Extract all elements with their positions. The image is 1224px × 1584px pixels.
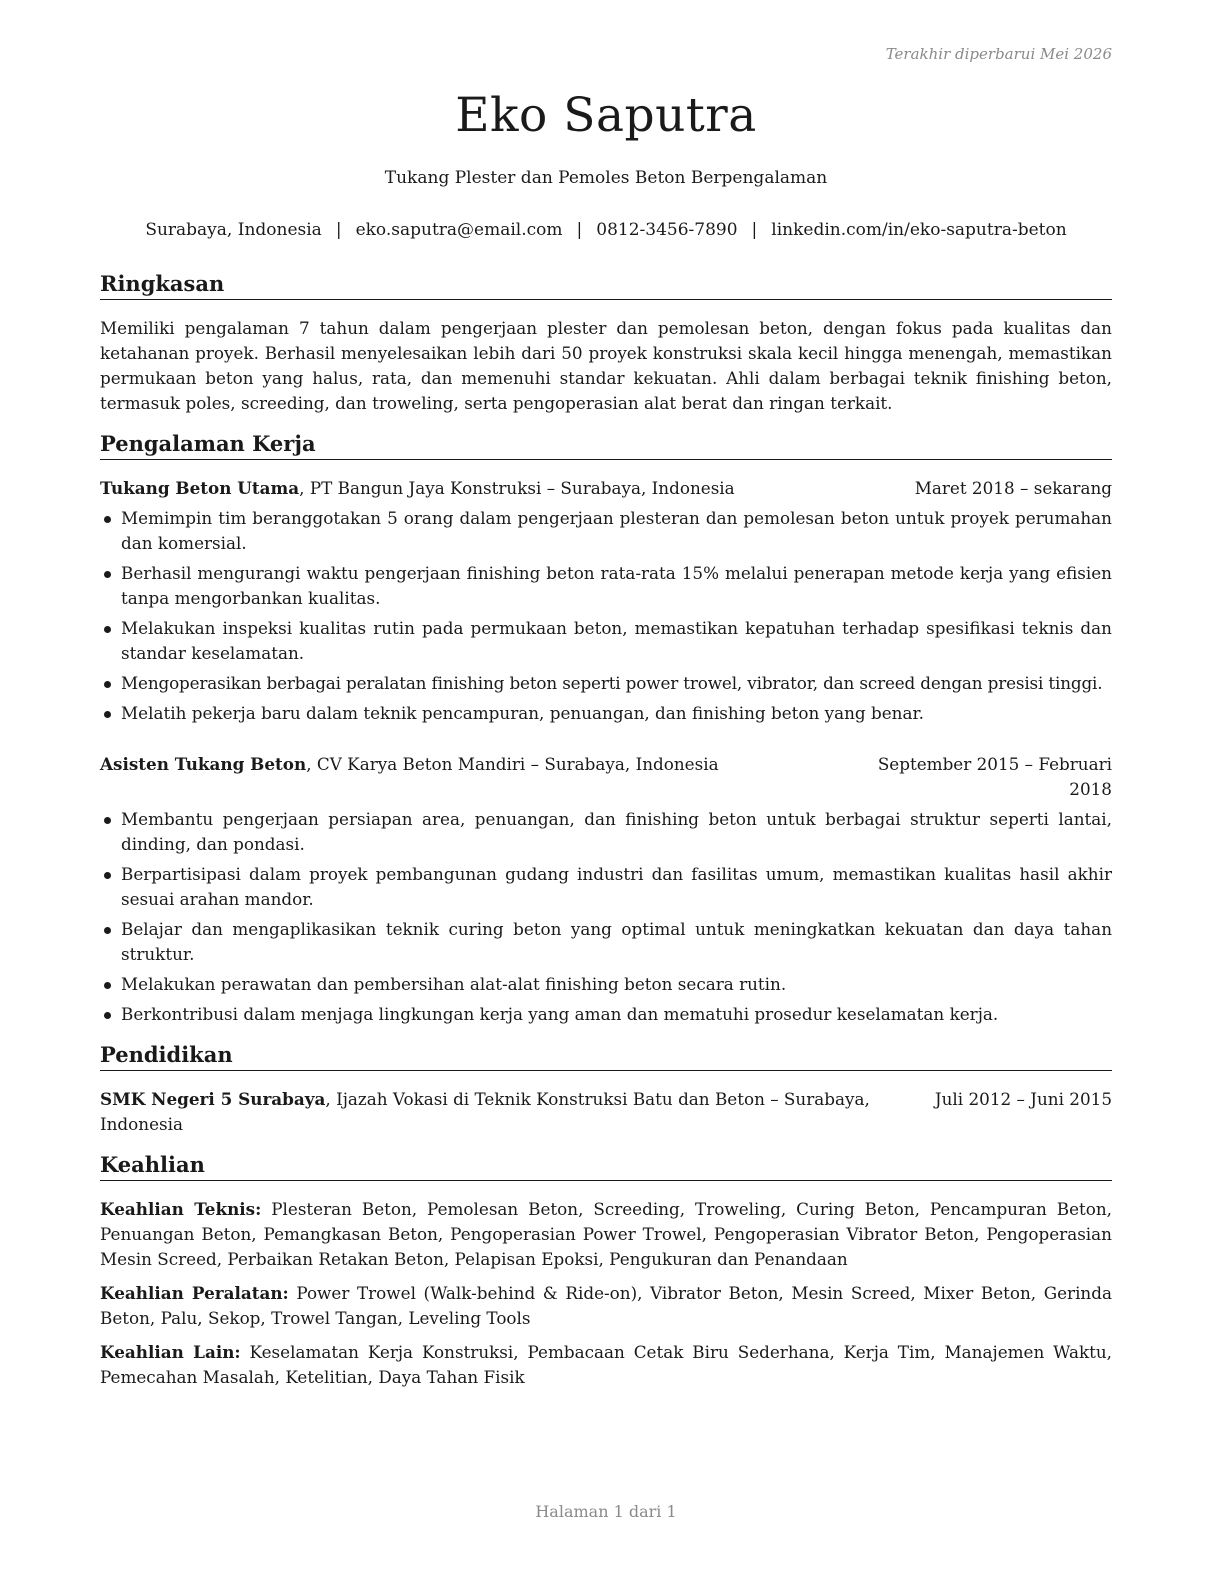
contact-email[interactable]: eko.saputra@email.com — [355, 220, 563, 240]
summary-text: Memiliki pengalaman 7 tahun dalam pengerjaan plester dan pemolesan beton, dengan fokus pada kualitas dan ketahanan proyek. Berhasil menyelesaikan lebih dari 50 proyek konstruksi skala kecil hingga menengah, memastikan permukaan beton yang halus, rata, dan memenuhi standar kekuatan. Ahli dalam berbagai teknik finishing beton, termasuk poles, screeding, dan troweling, serta pengoperasian alat berat dan ringan terkait. — [100, 318, 1112, 413]
job-header — [100, 476, 1112, 501]
education-dates: Juli 2012 – Juni 2015 — [934, 1089, 1112, 1109]
job-bullet: Melakukan perawatan dan pembersihan alat-alat finishing beton secara rutin. — [100, 972, 1112, 997]
experience-heading: Pengalaman Kerja — [100, 430, 1112, 460]
experience-section — [100, 430, 1112, 1027]
job-role: Tukang Beton Utama — [100, 478, 300, 498]
candidate-name: Eko Saputra — [455, 88, 757, 143]
job-bullet: Membantu pengerjaan persiapan area, penuangan, dan finishing beton untuk berbagai struktur seperti lantai, dinding, dan pondasi. — [100, 807, 1112, 857]
skill-group-technical — [100, 1197, 1112, 1272]
contact-separator: | — [576, 220, 583, 240]
job-header — [100, 752, 1112, 802]
resume-content — [100, 270, 1112, 1390]
education-heading: Pendidikan — [100, 1041, 1112, 1071]
job-role: Asisten Tukang Beton — [100, 754, 307, 774]
contact-line — [100, 220, 1112, 240]
skill-group-equipment — [100, 1281, 1112, 1331]
education-entry — [100, 1087, 1112, 1137]
skills-section — [100, 1151, 1112, 1390]
summary-section — [100, 270, 1112, 416]
job-company: , PT Bangun Jaya Konstruksi – Surabaya, Indonesia — [299, 478, 735, 498]
candidate-tagline: Tukang Plester dan Pemoles Beton Berpengalaman — [384, 168, 828, 188]
page-footer: Halaman 1 dari 1 — [535, 1502, 677, 1521]
contact-location: Surabaya, Indonesia — [145, 220, 322, 240]
contact-separator: | — [335, 220, 342, 240]
job-bullet: Melatih pekerja baru dalam teknik pencampuran, penuangan, dan finishing beton yang benar. — [100, 701, 1112, 726]
education-line — [100, 1087, 935, 1137]
skill-group-text: Power Trowel (Walk-behind & Ride-on), Vibrator Beton, Mesin Screed, Mixer Beton, Gerinda Beton, Palu, Sekop, Trowel Tangan, Leveling Tools — [100, 1283, 1112, 1328]
job-entry — [100, 752, 1112, 1027]
skill-group-other — [100, 1340, 1112, 1390]
job-bullet: Memimpin tim beranggotakan 5 orang dalam pengerjaan plesteran dan pemolesan beton untuk proyek perumahan dan komersial. — [100, 506, 1112, 556]
skill-group-text: Keselamatan Kerja Konstruksi, Pembacaan Cetak Biru Sederhana, Kerja Tim, Manajemen Waktu, Pemecahan Masalah, Ketelitian, Daya Tahan Fisik — [100, 1342, 1113, 1387]
summary-heading: Ringkasan — [100, 270, 1112, 300]
job-bullet: Berkontribusi dalam menjaga lingkungan kerja yang aman dan mematuhi prosedur keselamatan kerja. — [100, 1002, 1112, 1027]
education-detail: , Ijazah Vokasi di Teknik Konstruksi Batu dan Beton – Surabaya, Indonesia — [100, 1089, 870, 1134]
skill-group-label: Keahlian Lain: — [100, 1342, 241, 1362]
job-bullet: Belajar dan mengaplikasikan teknik curing beton yang optimal untuk meningkatkan kekuatan dan daya tahan struktur. — [100, 917, 1112, 967]
job-title-line — [100, 476, 915, 501]
job-bullet: Melakukan inspeksi kualitas rutin pada permukaan beton, memastikan kepatuhan terhadap spesifikasi teknis dan standar keselamatan. — [100, 616, 1112, 666]
job-bullet: Berhasil mengurangi waktu pengerjaan finishing beton rata-rata 15% melalui penerapan metode kerja yang efisien tanpa mengorbankan kualitas. — [100, 561, 1112, 611]
job-company: , CV Karya Beton Mandiri – Surabaya, Indonesia — [306, 754, 719, 774]
contact-phone: 0812-3456-7890 — [596, 220, 738, 240]
education-school: SMK Negeri 5 Surabaya — [100, 1089, 326, 1109]
job-dates: September 2015 – Februari 2018 — [877, 754, 1112, 799]
education-section — [100, 1041, 1112, 1137]
skill-group-label: Keahlian Peralatan: — [100, 1283, 289, 1303]
job-bullet: Berpartisipasi dalam proyek pembangunan gudang industri dan fasilitas umum, memastikan kualitas hasil akhir sesuai arahan mandor. — [100, 862, 1112, 912]
skills-heading: Keahlian — [100, 1151, 1112, 1181]
job-bullets — [100, 506, 1112, 726]
job-title-line — [100, 752, 872, 802]
skill-group-label: Keahlian Teknis: — [100, 1199, 262, 1219]
contact-linkedin[interactable]: linkedin.com/in/eko-saputra-beton — [771, 220, 1067, 240]
job-dates: Maret 2018 – sekarang — [914, 478, 1112, 498]
last-updated-note: Terakhir diperbarui Mei 2026 — [885, 45, 1112, 63]
skill-group-text: Plesteran Beton, Pemolesan Beton, Screeding, Troweling, Curing Beton, Pencampuran Beton, Penuangan Beton, Pemangkasan Beton, Pengoperasian Power Trowel, Pengoperasian Vibrator Beton, Pengoperasian Mesin Screed, Perbaikan Retakan Beton, Pelapisan Epoksi, Pengukuran dan Penandaan — [100, 1199, 1113, 1269]
contact-separator: | — [751, 220, 758, 240]
job-bullets — [100, 807, 1112, 1027]
resume-page — [100, 0, 1112, 1584]
job-bullet: Mengoperasikan berbagai peralatan finishing beton seperti power trowel, vibrator, dan screed dengan presisi tinggi. — [100, 671, 1112, 696]
job-entry — [100, 476, 1112, 726]
